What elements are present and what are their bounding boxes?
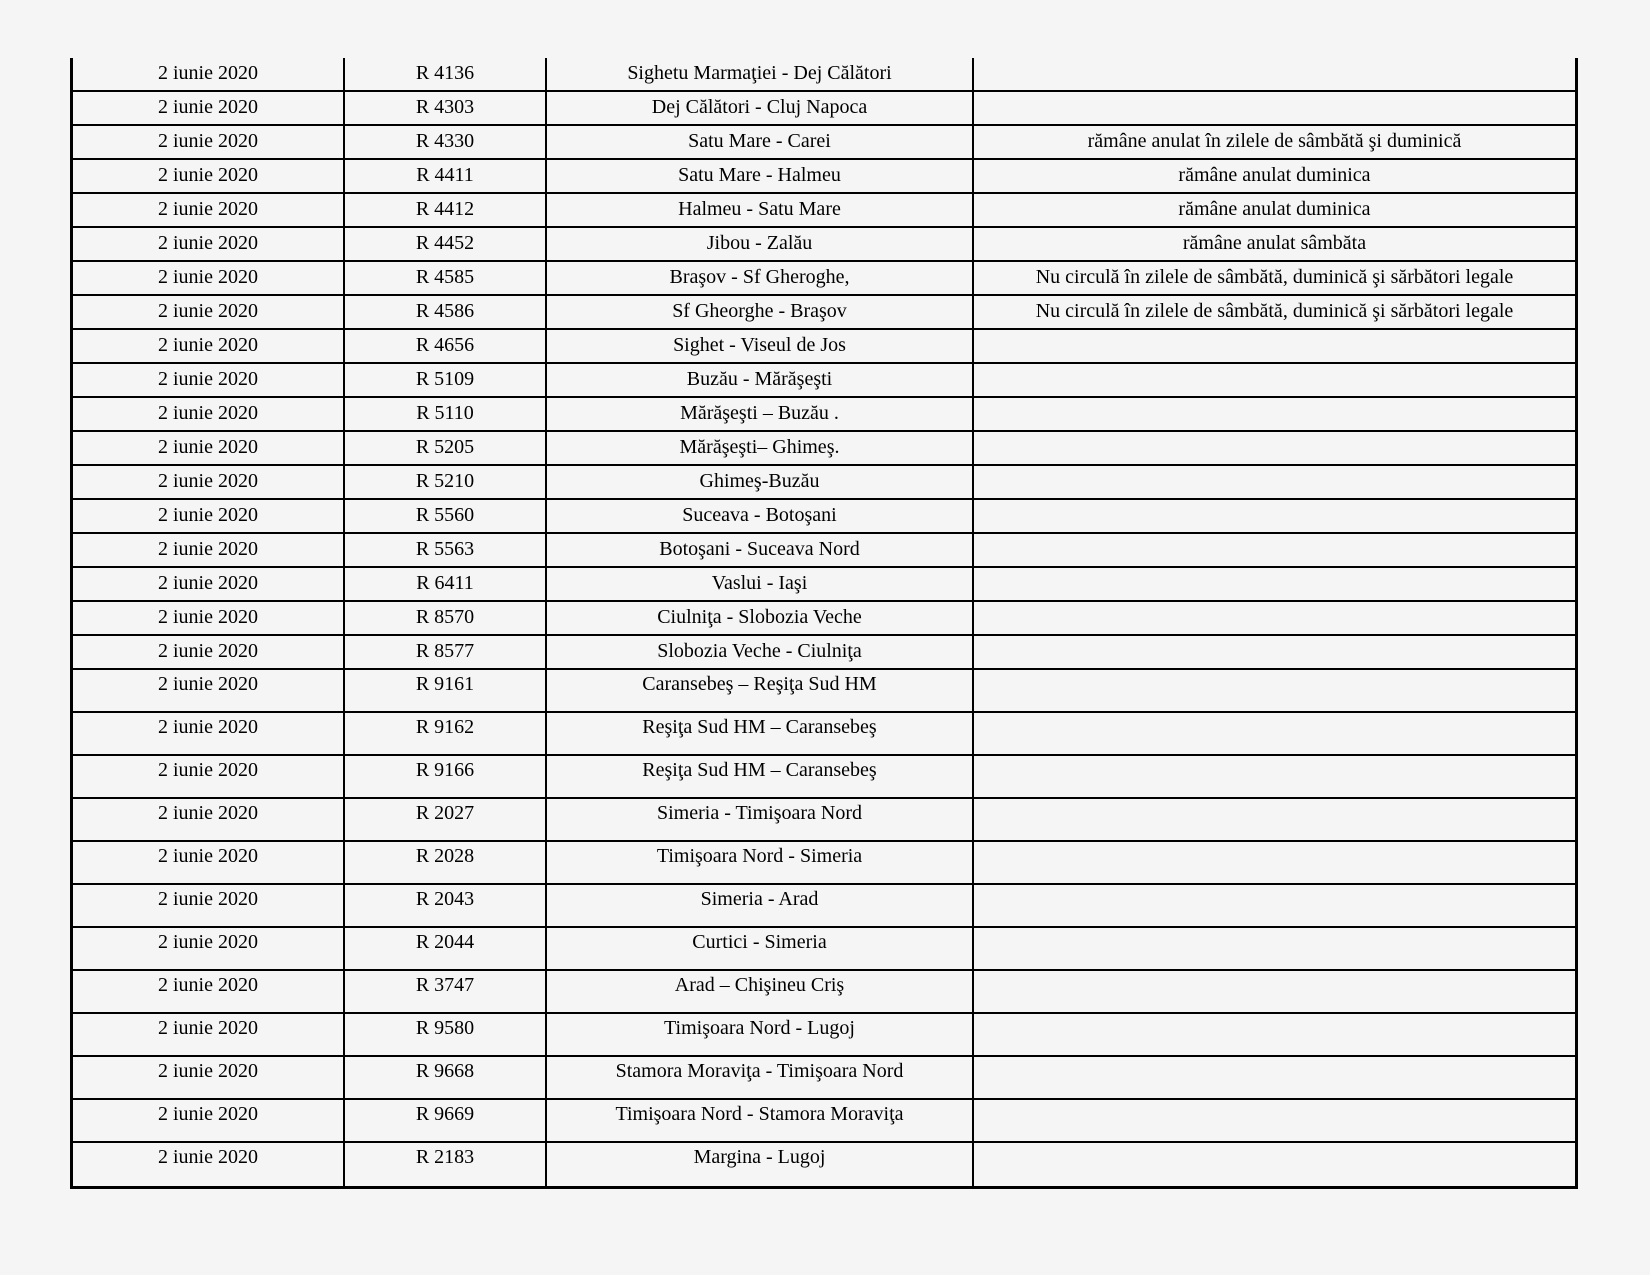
note-cell: Nu circulă în zilele de sâmbătă, duminică şi sărbători legale [972,296,1575,330]
table-row [73,92,1575,126]
route-cell: Timişoara Nord - Stamora Moraviţa [545,1100,972,1143]
train-cancellation-table [70,58,1578,1189]
note-cell [972,670,1575,713]
date-cell: 2 iunie 2020 [73,842,343,885]
note-cell [972,466,1575,500]
note-cell [972,330,1575,364]
note-cell: rămâne anulat duminica [972,194,1575,228]
date-cell: 2 iunie 2020 [73,756,343,799]
note-cell [972,756,1575,799]
date-cell: 2 iunie 2020 [73,971,343,1014]
date-cell: 2 iunie 2020 [73,466,343,500]
table-row [73,885,1575,928]
train-cell: R 3747 [343,971,545,1014]
route-cell: Stamora Moraviţa - Timişoara Nord [545,1057,972,1100]
route-cell: Buzău - Mărăşeşti [545,364,972,398]
note-cell [972,398,1575,432]
date-cell: 2 iunie 2020 [73,92,343,126]
train-cell: R 8577 [343,636,545,670]
train-cell: R 4586 [343,296,545,330]
table-row [73,58,1575,92]
table-row [73,928,1575,971]
date-cell: 2 iunie 2020 [73,1014,343,1057]
table-row [73,126,1575,160]
table-row [73,756,1575,799]
table-row [73,398,1575,432]
train-cell: R 8570 [343,602,545,636]
date-cell: 2 iunie 2020 [73,296,343,330]
note-cell [972,799,1575,842]
route-cell: Caransebeş – Reşiţa Sud HM [545,670,972,713]
train-cell: R 2043 [343,885,545,928]
table-row [73,432,1575,466]
date-cell: 2 iunie 2020 [73,534,343,568]
route-cell: Slobozia Veche - Ciulniţa [545,636,972,670]
route-cell: Botoşani - Suceava Nord [545,534,972,568]
table-row [73,364,1575,398]
route-cell: Mărăşeşti– Ghimeş. [545,432,972,466]
date-cell: 2 iunie 2020 [73,928,343,971]
date-cell: 2 iunie 2020 [73,500,343,534]
table-row [73,1100,1575,1143]
route-cell: Arad – Chişineu Criş [545,971,972,1014]
note-cell [972,92,1575,126]
date-cell: 2 iunie 2020 [73,432,343,466]
table-row [73,262,1575,296]
train-cell: R 9580 [343,1014,545,1057]
train-cell: R 9166 [343,756,545,799]
table-row [73,670,1575,713]
route-cell: Simeria - Timişoara Nord [545,799,972,842]
route-cell: Curtici - Simeria [545,928,972,971]
date-cell: 2 iunie 2020 [73,194,343,228]
table-row [73,1014,1575,1057]
table-row [73,636,1575,670]
date-cell: 2 iunie 2020 [158,1146,258,1168]
note-cell [972,432,1575,466]
train-cell: R 2027 [343,799,545,842]
train-cell: R 5205 [343,432,545,466]
date-cell: 2 iunie 2020 [73,1057,343,1100]
table-row [73,160,1575,194]
train-cell: R 2028 [343,842,545,885]
note-cell [972,885,1575,928]
train-cell: R 4136 [343,58,545,92]
date-cell: 2 iunie 2020 [73,1100,343,1143]
date-cell: 2 iunie 2020 [73,670,343,713]
route-cell: Sighet - Viseul de Jos [545,330,972,364]
date-cell: 2 iunie 2020 [73,602,343,636]
route-cell: Jibou - Zalău [545,228,972,262]
route-cell: Satu Mare - Halmeu [545,160,972,194]
note-cell [972,636,1575,670]
table-row [73,330,1575,364]
route-cell: Suceava - Botoşani [545,500,972,534]
table-row [73,568,1575,602]
route-cell: Timişoara Nord - Lugoj [545,1014,972,1057]
train-cell: R 5210 [343,466,545,500]
train-cell: R 4452 [343,228,545,262]
table-row [73,466,1575,500]
route-cell: Reşiţa Sud HM – Caransebeş [545,756,972,799]
train-cell: R 5560 [343,500,545,534]
date-cell: 2 iunie 2020 [73,398,343,432]
date-cell: 2 iunie 2020 [73,885,343,928]
note-cell [972,602,1575,636]
train-cell: R 5563 [343,534,545,568]
table-row [73,1057,1575,1100]
route-cell: Sf Gheorghe - Braşov [545,296,972,330]
date-cell: 2 iunie 2020 [73,799,343,842]
note-cell [972,928,1575,971]
train-cell: R 9161 [343,670,545,713]
route-cell: Margina - Lugoj [545,1143,972,1186]
note-cell [972,971,1575,1014]
table-row [73,296,1575,330]
date-cell: 2 iunie 2020 [73,160,343,194]
date-cell: 2 iunie 2020 [73,126,343,160]
route-cell: Dej Călători - Cluj Napoca [545,92,972,126]
note-cell [972,364,1575,398]
date-cell: 2 iunie 2020 [73,713,343,756]
route-cell: Braşov - Sf Gheroghe, [545,262,972,296]
date-cell: 2 iunie 2020 [73,58,343,92]
table-row [73,713,1575,756]
table-row [73,194,1575,228]
train-cell: R 5110 [343,398,545,432]
note-cell: rămâne anulat în zilele de sâmbătă şi duminică [972,126,1575,160]
route-cell: Ghimeş-Buzău [545,466,972,500]
note-cell [972,1057,1575,1100]
table-row [73,534,1575,568]
route-cell: Halmeu - Satu Mare [545,194,972,228]
train-cell: R 4411 [343,160,545,194]
note-cell [972,713,1575,756]
date-cell: 2 iunie 2020 [73,228,343,262]
date-cell: 2 iunie 2020 [73,330,343,364]
route-cell: Reşiţa Sud HM – Caransebeş [545,713,972,756]
note-cell: Nu circulă în zilele de sâmbătă, duminică şi sărbători legale [972,262,1575,296]
table-row [73,799,1575,842]
train-cell: R 2183 [343,1143,545,1186]
route-cell: Timişoara Nord - Simeria [545,842,972,885]
train-cell: R 2044 [343,928,545,971]
route-cell: Satu Mare - Carei [545,126,972,160]
train-cell: R 9668 [343,1057,545,1100]
train-cell: R 9669 [343,1100,545,1143]
train-cell: R 4303 [343,92,545,126]
train-cell: R 6411 [343,568,545,602]
note-cell [972,500,1575,534]
route-cell: Simeria - Arad [545,885,972,928]
note-cell [972,1143,1575,1186]
train-cell: R 4412 [343,194,545,228]
note-cell [972,842,1575,885]
note-cell: rămâne anulat sâmbăta [972,228,1575,262]
date-cell: 2 iunie 2020 [73,262,343,296]
table-row [73,971,1575,1014]
date-cell: 2 iunie 2020 [73,364,343,398]
train-cell: R 4330 [343,126,545,160]
note-cell [972,1014,1575,1057]
table-row [73,228,1575,262]
note-cell [972,568,1575,602]
table-row [73,1143,1575,1186]
note-cell [972,1100,1575,1143]
note-cell: rămâne anulat duminica [972,160,1575,194]
table-row [73,602,1575,636]
train-cell: R 5109 [343,364,545,398]
note-cell [972,534,1575,568]
train-cell: R 4656 [343,330,545,364]
route-cell: Sighetu Marmaţiei - Dej Călători [545,58,972,92]
route-cell: Vaslui - Iaşi [545,568,972,602]
note-cell [972,58,1575,92]
table-row [73,842,1575,885]
table-row [73,500,1575,534]
date-cell: 2 iunie 2020 [73,636,343,670]
train-cell: R 9162 [343,713,545,756]
train-cell: R 4585 [343,262,545,296]
date-cell: 2 iunie 2020 [73,568,343,602]
route-cell: Mărăşeşti – Buzău . [545,398,972,432]
route-cell: Ciulniţa - Slobozia Veche [545,602,972,636]
